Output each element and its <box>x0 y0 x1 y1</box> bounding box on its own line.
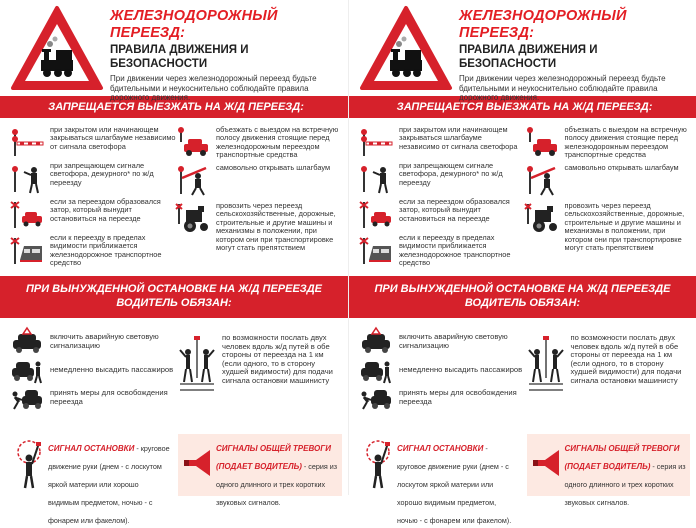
stop-signal-text: - круговое движение руки (днем - с лоскутом яркой материи или хорошо видимым предметом, ночью - с фонарем или факелом). <box>48 444 170 525</box>
obliged-banner <box>0 276 348 318</box>
obliged-left-list <box>10 328 176 418</box>
poster-subtitle: ПРАВИЛА ДВИЖЕНИЯ И БЕЗОПАСНОСТИ <box>110 44 249 70</box>
horn-icon <box>531 438 561 490</box>
oncoming-lane-car-icon <box>176 126 210 158</box>
list-item-text: немедленно высадить пассажиров <box>50 364 174 374</box>
alarm-signal-text: - серия из одного длинного и трех коротких звуковых сигналов. <box>216 462 338 507</box>
prohibited-left-list <box>10 126 176 276</box>
list-item-text: при закрытом или начинающем закрываться шлагбауме независимо от сигнала светофора <box>50 125 176 151</box>
list-item <box>10 356 176 384</box>
obliged-right-item <box>176 328 342 418</box>
barrier-signal-icon <box>10 126 44 158</box>
prohibited-right-list <box>525 126 691 276</box>
stop-signal-title: СИГНАЛ ОСТАНОВКИ <box>397 444 484 453</box>
traffic-jam-icon <box>10 198 44 230</box>
alarm-signal-text: - серия из одного длинного и трех коротких звуковых сигналов. <box>564 462 686 507</box>
pushing-car-icon <box>359 382 393 414</box>
list-item-text: если к переезду в пределах видимости приближается железнодорожное транспортное средство <box>50 233 162 268</box>
stop-signal-person-icon <box>14 438 44 490</box>
list-item <box>10 198 176 234</box>
poster-header <box>359 0 690 94</box>
list-item-text: если к переезду в пределах видимости приближается железнодорожное транспортное средство <box>399 233 511 268</box>
alarm-signal-title: СИГНАЛЫ ОБЩЕЙ ТРЕВОГИ (ПОДАЕТ ВОДИТЕЛЬ) <box>564 444 680 471</box>
list-item <box>10 328 176 356</box>
agricultural-machine-icon <box>176 202 210 234</box>
list-item <box>176 201 342 253</box>
list-item <box>359 198 525 234</box>
obliged-section <box>359 318 690 418</box>
list-item-text: если за переездом образовался затор, который вынудит остановиться на переезде <box>399 197 510 223</box>
approaching-train-icon <box>359 234 393 266</box>
alarm-signal-title: СИГНАЛЫ ОБЩЕЙ ТРЕВОГИ (ПОДАЕТ ВОДИТЕЛЬ) <box>216 444 331 471</box>
stop-signal-text: - круговое движение руки (днем - с лоскутом яркой материи или хорошо видимым предметом, ночью - с фонарем или факелом). <box>397 444 512 525</box>
list-item-text: объезжать с выездом на встречную полосу движения стоящие перед железнодорожным переездом транспортные средства <box>564 125 687 160</box>
list-item-text: принять меры для освобождения переезда <box>399 388 517 406</box>
list-item-text: принять меры для освобождения переезда <box>50 388 168 406</box>
person-opening-barrier-icon <box>176 164 210 196</box>
traffic-jam-icon <box>359 198 393 230</box>
list-item <box>525 126 691 164</box>
list-item-text: провозить через переезд сельскохозяйственные, дорожные, строительные и другие машины и механизмы в положении, при котором они при транспортировке могут стать препятствием <box>216 201 336 253</box>
oncoming-lane-car-icon <box>525 126 559 158</box>
obliged-banner-line2: ВОДИТЕЛЬ ОБЯЗАН: <box>116 297 232 309</box>
barrier-signal-icon <box>359 126 393 158</box>
agricultural-machine-icon <box>525 202 559 234</box>
list-item <box>359 384 525 412</box>
prohibited-section <box>359 118 690 276</box>
stop-signal-person-icon <box>363 438 393 490</box>
alarm-signal-card <box>178 434 342 507</box>
list-item-text: включить аварийную световую сигнализацию <box>399 332 508 350</box>
obliged-section <box>10 318 342 418</box>
signals-footer <box>10 434 342 525</box>
list-item-text: немедленно высадить пассажиров <box>399 364 523 374</box>
poster-title: ЖЕЛЕЗНОДОРОЖНЫЙ ПЕРЕЕЗД: <box>459 8 627 41</box>
pushing-car-icon <box>10 382 44 414</box>
obliged-banner-line1: ПРИ ВЫНУЖДЕННОЙ ОСТАНОВКЕ НА Ж/Д ПЕРЕЕЗДЕ <box>25 283 323 295</box>
prohibited-section <box>10 118 342 276</box>
poster-intro: При движении через железнодорожный переезд будьте бдительными и неукоснительно соблюдайте правила <box>110 74 317 93</box>
person-opening-barrier-icon <box>525 164 559 196</box>
obliged-right-text: по возможности послать двух человек вдоль ж/д путей в обе стороны от переезда на 1 км (если одного, то в сторону худшей видимости) для подачи сигнала остановки машинисту <box>222 333 333 385</box>
signals-footer <box>359 434 690 525</box>
stop-signal-title: СИГНАЛ ОСТАНОВКИ <box>48 444 135 453</box>
stop-signal-card <box>359 434 523 525</box>
list-item <box>176 164 342 202</box>
railway-crossing-warning-sign-icon <box>359 4 453 94</box>
list-item-text: если за переездом образовался затор, который вынудит остановиться на переезде <box>50 197 161 223</box>
railway-crossing-warning-sign-icon <box>10 4 104 94</box>
obliged-left-list <box>359 328 525 418</box>
list-item <box>10 234 176 270</box>
stop-signal-card <box>10 434 174 525</box>
list-item <box>359 234 525 270</box>
list-item <box>525 201 691 253</box>
prohibited-right-list <box>176 126 342 276</box>
alarm-signal-card <box>527 434 691 507</box>
obliged-banner-line1: ПРИ ВЫНУЖДЕННОЙ ОСТАНОВКЕ НА Ж/Д ПЕРЕЕЗДЕ <box>374 283 671 295</box>
obliged-banner <box>349 276 696 318</box>
traffic-controller-icon <box>359 162 393 194</box>
prohibited-left-list <box>359 126 525 276</box>
list-item-text: самовольно открывать шлагбаум <box>564 163 679 172</box>
list-item-text: включить аварийную световую сигнализацию <box>50 332 159 350</box>
list-item-text: самовольно открывать шлагбаум <box>216 163 331 172</box>
list-item <box>359 328 525 356</box>
list-item <box>359 356 525 384</box>
list-item <box>10 384 176 412</box>
prohibited-banner: ЗАПРЕЩАЕТСЯ ВЫЕЗЖАТЬ НА Ж/Д ПЕРЕЕЗД: <box>349 96 696 118</box>
prohibited-banner: ЗАПРЕЩАЕТСЯ ВЫЕЗЖАТЬ НА Ж/Д ПЕРЕЕЗД: <box>0 96 348 118</box>
poster-title: ЖЕЛЕЗНОДОРОЖНЫЙ ПЕРЕЕЗД: <box>110 8 278 41</box>
poster-subtitle: ПРАВИЛА ДВИЖЕНИЯ И БЕЗОПАСНОСТИ <box>459 44 598 70</box>
poster <box>0 0 348 525</box>
list-item <box>10 162 176 198</box>
horn-icon <box>182 438 212 490</box>
obliged-right-text: по возможности послать двух человек вдоль ж/д путей в обе стороны от переезда на 1 км (если одного, то в сторону худшей видимости) для подачи сигнала остановки машинисту <box>570 333 682 385</box>
list-item-text: при запрещающем сигнале светофора, дежурного* по ж/д переезду <box>399 161 503 187</box>
obliged-banner-line2: ВОДИТЕЛЬ ОБЯЗАН: <box>464 297 581 309</box>
two-people-on-tracks-icon <box>176 328 218 394</box>
list-item <box>525 164 691 202</box>
poster-intro: При движении через железнодорожный переезд будьте бдительными и неукоснительно соблюдайте правила <box>459 74 666 93</box>
list-item-text: при закрытом или начинающем закрываться шлагбауме независимо от сигнала светофора <box>399 125 518 151</box>
list-item <box>10 126 176 162</box>
list-item-text: объезжать с выездом на встречную полосу движения стоящие перед железнодорожным переездом транспортные средства <box>216 125 339 160</box>
list-item <box>359 162 525 198</box>
poster-header <box>10 0 342 94</box>
approaching-train-icon <box>10 234 44 266</box>
obliged-right-item <box>525 328 691 418</box>
list-item <box>359 126 525 162</box>
list-item-text: провозить через переезд сельскохозяйственные, дорожные, строительные и другие машины и механизмы в положении, при котором они при транспортировке могут стать препятствием <box>564 201 685 253</box>
list-item-text: при запрещающем сигнале светофора, дежурного* по ж/д переезду <box>50 161 154 187</box>
poster <box>348 0 696 525</box>
traffic-controller-icon <box>10 162 44 194</box>
two-people-on-tracks-icon <box>525 328 567 394</box>
list-item <box>176 126 342 164</box>
